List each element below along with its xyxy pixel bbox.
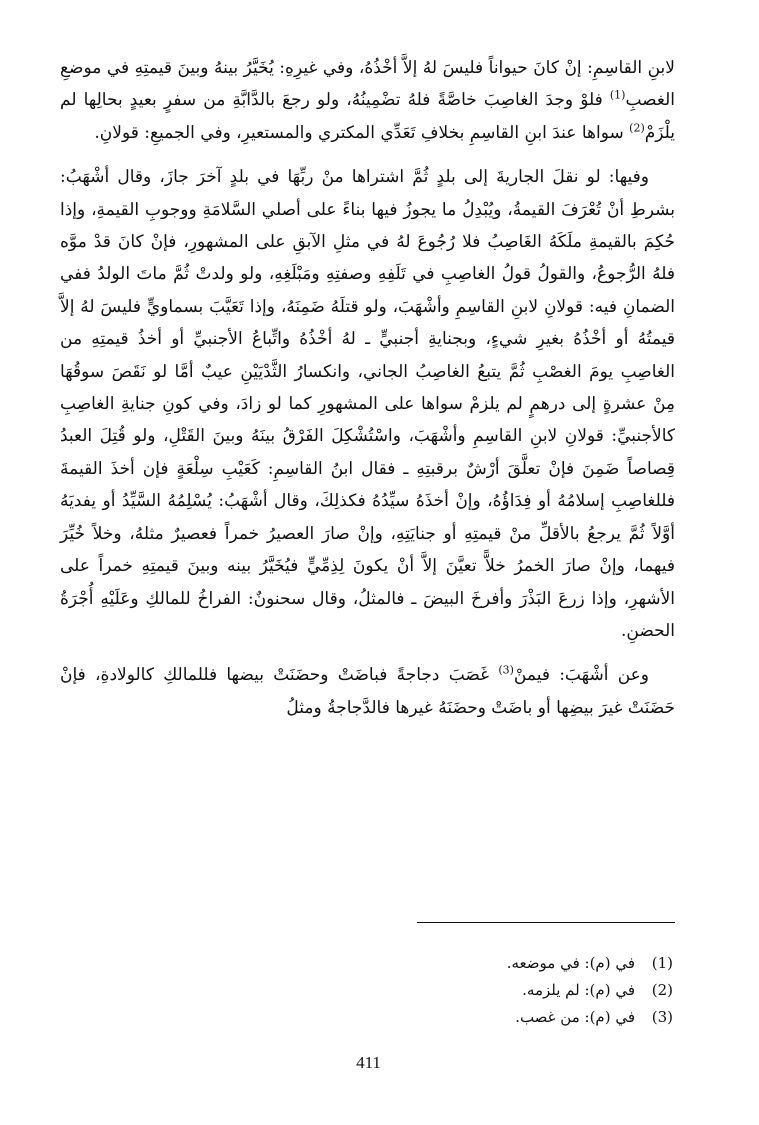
paragraph-text: سواها عندَ ابنِ القاسِمِ بخلافِ تَعَدِّي المكتري والمستعيرِ، وفي الجميعِ: قولانِ. — [94, 122, 630, 143]
body-paragraph — [60, 52, 675, 149]
footnote-separator — [417, 922, 675, 923]
page-number: 411 — [356, 1053, 381, 1072]
body-text — [60, 52, 675, 724]
footnotes — [273, 950, 673, 1031]
footnote-number: (1) — [651, 954, 673, 972]
footnote-reference: (2) — [629, 121, 645, 135]
footnote-number: (3) — [651, 1008, 673, 1026]
footnote — [273, 1004, 673, 1031]
paragraph-text: غَصَبَ دجاجةً فباضَتْ وحضَنَتْ بيضها فللمالكِ كالولادةِ، فإنْ حَضَنَتْ غيرَ بيضِها أو باضَتْ وحضَنَهُ غيرها فالدَّجاجةُ ومثلُ — [60, 665, 675, 718]
paragraph-text: فلوْ وجدَ الغاصِبَ خاصَّةً فلهُ تضْمِينُهُ، ولو رجعَ بالدَّابَّةِ من سفرٍ بعيدٍ بحالِها لم يلْزَمْ — [60, 90, 675, 143]
paragraph-text: وعن أشْهَبَ: فيمنْ — [513, 665, 649, 686]
footnote-reference: (1) — [609, 88, 626, 102]
footnote-text: في (م): من غصب. — [515, 1008, 635, 1026]
footnote-reference: (3) — [498, 663, 514, 677]
body-paragraph — [60, 161, 675, 647]
body-paragraph — [60, 659, 675, 724]
footnote-text: في (م): لم يلزمه. — [522, 981, 635, 999]
paragraph-text: لابنِ القاسِمِ: إنْ كانَ حيواناً فليسَ لهُ إلاَّ أخْذُهُ، وفي غيرِهِ: يُخَيَّرُ بينهُ وبينَ قيمتِهِ في موضعِ الغصبِ — [60, 58, 675, 111]
footnote-text: في (م): في موضعه. — [506, 954, 635, 972]
footnote — [273, 977, 673, 1004]
footnote-number: (2) — [651, 981, 673, 999]
footnote — [273, 950, 673, 977]
paragraph-text: وفيها: لو نقلَ الجاريةَ إلى بلدٍ ثُمَّ اشتراها منْ ربِّهَا في بلدٍ آخرَ جازَ، وقال أشْهَبُ: بشرطِ أنْ تُعْرَفَ القيمةُ، ويُبْدِلُ ما يجوزُ فيها بناءً على أصلي السَّلامَةِ ووجوبِ القيمةِ، وإذا حُكِمَ بالقيمةِ ملَكَهُ الغَاصِبُ فلا رُجُوعَ لهُ في مثلِ الآبقِ على المشهورِ، فإنْ كانَ قدْ موَّه فلهُ الرُّجوعُ، والقولُ قولُ الغاصِبِ في تَلَفِهِ وصفتِهِ ومَبْلَغِهِ، ولو ولدتْ ثُمَّ ماتَ الولدُ ففي الضمانِ فيه: قولانِ لابنِ القاسِمِ وأشْهَبَ، ولو قتلَهُ ضَمِنَهُ، وإذا تَعَيَّبَ بسماويٍّ فليسَ لهُ إلاَّ قيمتُهُ أو أخْذُهُ بغيرِ شيءٍ، وبجنايةِ أجنبيٍّ ـ لهُ أخْذُهُ واتِّباعُ الأجنبيِّ أو أخذُ قيمتِهِ من الغاصِبِ يومَ الغصْبِ ثُمَّ يتبعُ الغاصِبُ الجاني، وانكسارُ الثَّدْيَيْنِ عيبٌ أمَّا لو نَقَصَ سوقُهَا مِنْ عشرةٍ إلى درهمٍ لم يلزمْ سواها على المشهورِ كما لو زادَ، وفي كونِ جنايةِ الغاصِبِ كالأجنبيِّ: قولانِ لابنِ القاسِمِ وأشْهَبَ، واسْتُشْكِلَ الفَرْقُ بينَهُ وبينَ القَتْلِ، ولو قُتِلَ العبدُ قِصاصاً ضَمِنَ فإنْ تعلَّقَ أرْشٌ برقبتِهِ ـ فقال ابنُ القاسِمِ: كَعَيْبِ سِلْعَةٍ فإن أخذَ القيمةَ فللغاصِبِ إسلامُهُ أو فِدَاؤُهُ، وإنْ أخذَهُ سيِّدُهُ فكذلِكَ، وقال أشْهَبُ: يُسْلِمُهُ السَّيِّدُ أو يفديَهُ أوَّلاً ثُمَّ يرجعُ بالأقلِّ منْ قيمتِهِ أو جنايَتِهِ، وإنْ صارَ العصيرُ خمراً فعصيرٌ مثلهُ، وخلاً خُيِّرَ فيهما، وإنْ صارَ الخمرُ خلاًّ تعيَّنَ إلاَّ أنْ يكونَ لِذِمِّيٍّ فيُخَيَّرُ بينه وبينَ قيمتِهِ خمراً على الأشهرِ، وإذا زرعَ البَذْرَ وأفرخَ البيضَ ـ فالمثلُ، وقال سحنونٌ: الفراخُ للمالكِ وعَلَيْهِ أُجْرَةُ الحضنِ. — [60, 167, 675, 641]
